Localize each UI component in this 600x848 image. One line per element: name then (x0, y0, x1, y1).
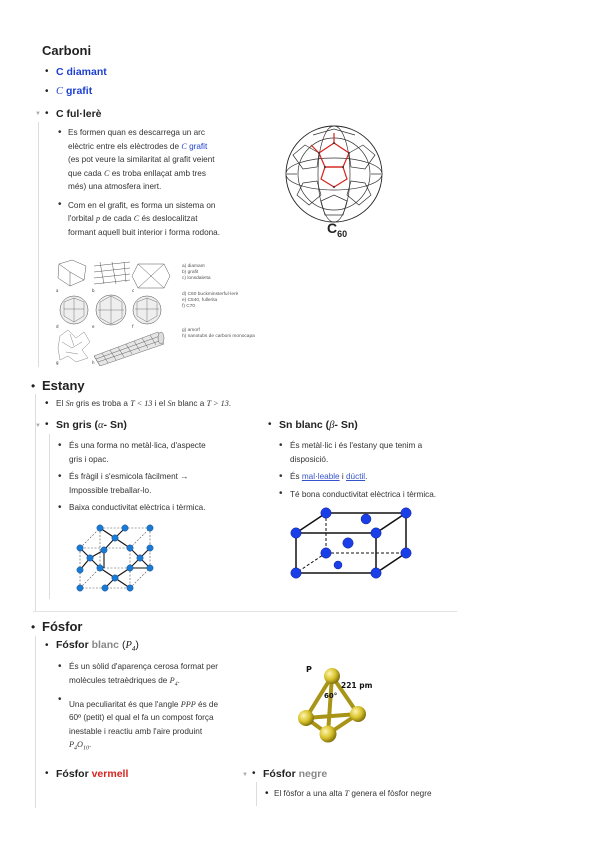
collapse-toggle-icon[interactable]: ▼ (35, 423, 41, 429)
sn-gris-title: Sn gris (α- Sn) (56, 419, 127, 431)
collapse-toggle-icon[interactable]: ▼ (35, 111, 41, 117)
bullet-icon: • (58, 471, 62, 482)
fullere-p1-line1: Es formen quan es descarrega un arc (68, 128, 205, 137)
fosfor-negre-text: El fòsfor a una alta T genera el fòsfor negre (274, 789, 432, 798)
section-divider (33, 611, 457, 612)
bullet-icon: • (58, 661, 62, 672)
fullere-p2-line2: l'orbital p de cada C és deslocalitzat (68, 214, 198, 223)
mini-label: a (56, 288, 59, 293)
fosfor-negre-title: Fósfor negre (263, 768, 328, 780)
estany-heading: Estany (42, 378, 85, 393)
carboni-item-fullere: C ful·lerè (56, 108, 102, 120)
grafit-prefix: C (56, 86, 64, 97)
fosfor-vermell-title: Fósfor vermell (56, 768, 129, 780)
fullere-p2-line3: formant aquell buit interior i forma rodona. (68, 227, 221, 237)
bullet-icon: • (58, 127, 62, 138)
fosfor-heading: Fósfor (42, 619, 83, 634)
fosfor-blanc-title: Fósfor blanc $(P_4)$ (56, 639, 139, 654)
fullere-p1-line2: elèctric entre els elèctrodes de C grafit (68, 141, 208, 151)
diamant-prefix: C (56, 66, 64, 78)
fullere-p1-line4: que cada C es troba enllaçat amb tres (68, 168, 206, 178)
sn-blanc-points: • És metàl·lic i és l'estany que tenim a disposició. • És mal·leable i dúctil. • Té bona conductivitat elèctrica i tèrmica. (279, 440, 437, 499)
mini-label: b (92, 288, 95, 293)
bullet-icon: • (45, 108, 49, 119)
malleable-link[interactable]: mal·leable (301, 472, 340, 481)
toggle-guide-line (256, 782, 257, 806)
bullet-icon: • (45, 66, 49, 77)
fullere-p2-line1: Com en el grafit, es forma un sistema on (68, 200, 216, 210)
c60-label: $C_{60}$ (327, 220, 348, 239)
toggle-guide-line (38, 122, 39, 367)
diamant-label: diamant (66, 66, 107, 78)
mini-label: f (132, 324, 134, 329)
bullet-icon: • (265, 788, 269, 799)
fosfor-blanc-points: • És un sòlid d'aparença cerosa format per molècules tetraèdriques de $P_4$. • Una peculiaritat és que l'angle PPP és de 60º (petit) el qual el fa un compost força inestable i reactiu amb l'aire produint $P_4O_{10}$. (58, 661, 219, 752)
bullet-icon: • (58, 694, 62, 705)
sn-blanc-lattice-image (286, 503, 416, 583)
fullere-p1-line5: més) una atmosfera inert. (68, 182, 162, 191)
grafit-label: grafit (65, 85, 93, 97)
allotropes-legend: a) diamant b) grafit c) lonsdaleïta d) C60 buckminsterful·lerè e) C540, fullerita f) C70 g) amorf h) nanotubs de carboni monocapa (182, 264, 255, 339)
bullet-icon: • (252, 768, 256, 779)
sn-gris-points: • És una forma no metàl·lica, d'aspecte gris i opac. • És fràgil i s'esmicola fàcilment → Impossible treballar-lo. • Baixa conductivitat elèctrica i tèrmica. (58, 440, 206, 513)
carboni-item-grafit[interactable] (56, 85, 92, 97)
p4-tetrahedron-image (292, 658, 382, 746)
bullet-icon: • (31, 620, 36, 634)
mini-label: d (56, 324, 59, 329)
collapse-toggle-icon[interactable]: ▼ (242, 772, 248, 778)
bullet-icon: • (45, 640, 49, 651)
fullere-points (58, 126, 278, 239)
mini-label: h (92, 360, 95, 365)
bullet-icon: • (45, 419, 49, 430)
carboni-heading: Carboni (42, 43, 92, 58)
bullet-icon: • (58, 199, 62, 210)
c60-image (283, 123, 385, 225)
bullet-icon: • (58, 440, 62, 451)
p4-bond-length: 221 pm (341, 681, 373, 690)
fullere-p1-line3: (es pot veure la similaritat al grafit veient (68, 155, 215, 164)
sn-gris-lattice-image (70, 520, 170, 594)
bullet-icon: • (279, 471, 283, 482)
bullet-icon: • (45, 86, 49, 97)
bullet-icon: • (45, 768, 49, 779)
mini-label: e (92, 324, 95, 329)
carboni-item-diamant[interactable] (56, 66, 107, 78)
sn-blanc-title: Sn blanc (β- Sn) (279, 419, 358, 431)
mini-label: c (132, 288, 135, 293)
bullet-icon: • (31, 379, 36, 393)
p4-atom-label: P (306, 665, 312, 674)
bullet-icon: • (58, 502, 62, 513)
estany-summary: El Sn gris es troba a T < 13 i el Sn blanc a T > 13. (56, 399, 232, 408)
p4-angle: 60° (324, 692, 338, 700)
allotropes-image (54, 258, 174, 366)
bullet-icon: • (279, 488, 283, 499)
ductil-link[interactable]: dúctil (346, 472, 366, 481)
fosfor-guide-line (35, 636, 36, 808)
toggle-guide-line (49, 434, 50, 599)
bullet-icon: • (45, 398, 49, 409)
mini-label: g (56, 360, 59, 365)
bullet-icon: • (268, 419, 272, 430)
bullet-icon: • (279, 440, 283, 451)
grafit-link[interactable]: grafit (189, 141, 208, 151)
